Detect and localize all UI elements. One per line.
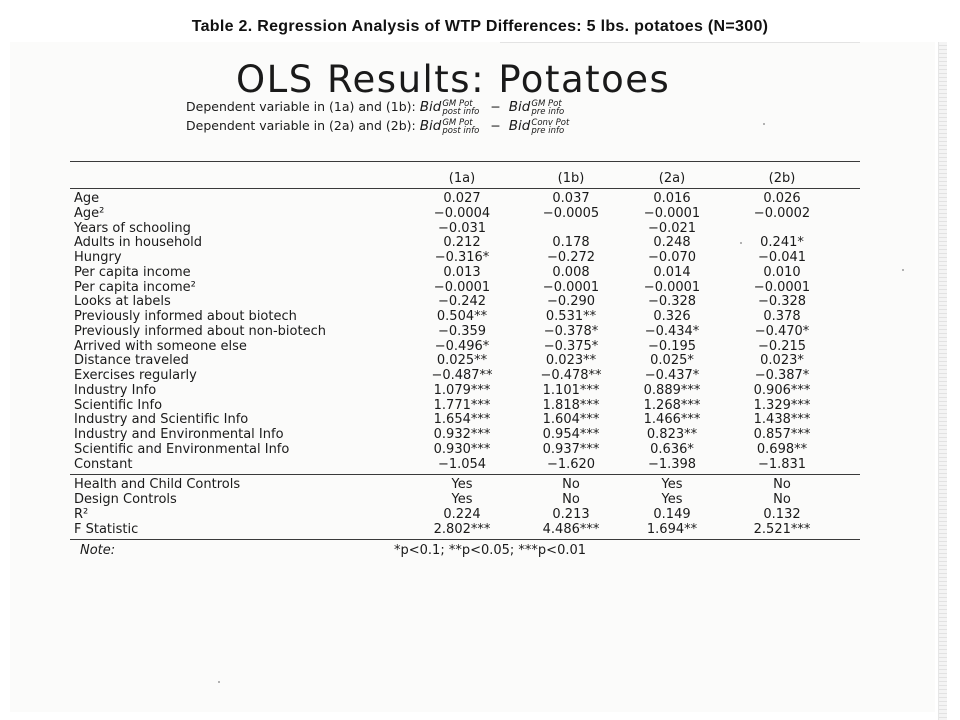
table-cell: 1.101***	[542, 382, 600, 398]
table-row	[0, 492, 960, 507]
table-row	[0, 324, 960, 339]
table-cell: −0.0001	[433, 279, 491, 295]
table-cell: 4.486***	[542, 522, 600, 537]
table-cell: No	[562, 492, 580, 507]
table-cell: 0.023**	[545, 353, 597, 369]
table-row	[0, 457, 960, 472]
dep-prefix: Dependent variable in (1a) and (1b):	[186, 99, 416, 114]
row-label: Industry and Environmental Info	[74, 427, 284, 442]
table-cell: 0.636*	[650, 441, 694, 457]
column-header-2a: (2a)	[658, 171, 686, 186]
bid-superscript: Conv Pot	[531, 117, 570, 128]
table-cell: 0.010	[763, 264, 801, 280]
table-cell: Yes	[661, 492, 683, 507]
row-label: Per capita income	[74, 264, 191, 280]
row-label: Industry Info	[74, 382, 157, 398]
table-row	[0, 206, 960, 221]
table-row	[0, 427, 960, 442]
scan-speck	[218, 681, 220, 683]
scan-speck	[763, 123, 765, 125]
table-cell: 0.224	[443, 507, 481, 522]
dependent-variable-line-2	[186, 118, 572, 135]
row-label: Years of schooling	[74, 220, 191, 236]
table-cell: −0.0001	[643, 279, 701, 295]
table-row	[0, 368, 960, 383]
table-cell: −0.328	[647, 294, 697, 310]
bid-subscript: pre info	[531, 125, 565, 136]
bid-term: Bid	[419, 118, 442, 134]
table-cell: 1.438***	[753, 412, 811, 428]
row-label: R²	[74, 507, 89, 522]
row-label: Previously informed about non-biotech	[74, 323, 326, 339]
table-cell: 0.889***	[643, 382, 701, 398]
table-cell: 0.025*	[650, 353, 694, 369]
table-row	[0, 309, 960, 324]
row-label: Industry and Scientific Info	[74, 412, 249, 428]
table-cell: 0.213	[552, 507, 590, 522]
header-rule	[70, 188, 860, 189]
table-cell: Yes	[451, 477, 473, 492]
table-cell: −0.478**	[540, 368, 602, 383]
row-label: Exercises regularly	[74, 368, 197, 383]
table-cell: −1.398	[647, 456, 697, 472]
table-cell: No	[773, 477, 791, 492]
table-cell: 0.149	[653, 507, 691, 522]
table-cell: −0.387*	[754, 368, 810, 383]
table-cell: −0.316*	[434, 250, 490, 265]
table-cell: 1.694**	[646, 522, 698, 537]
table-cell: 1.079***	[433, 382, 491, 398]
bid-subscript: post info	[442, 125, 480, 136]
table-cell: 0.937***	[542, 441, 600, 457]
table-cell: 1.818***	[542, 397, 600, 413]
table-row	[0, 398, 960, 413]
table-cell: 2.521***	[753, 522, 811, 537]
dependent-variable-line-1	[186, 99, 567, 116]
table-row	[0, 522, 960, 537]
table-cell: No	[773, 492, 791, 507]
table-cell: Yes	[451, 492, 473, 507]
bid-index	[531, 100, 564, 116]
bid-superscript: GM Pot	[442, 117, 473, 128]
row-label: Health and Child Controls	[74, 477, 241, 492]
table-cell: 0.954***	[542, 427, 600, 442]
table-cell: 0.016	[653, 191, 691, 206]
table-cell: −0.487**	[431, 368, 493, 383]
row-label: Scientific and Environmental Info	[74, 441, 290, 457]
document-title: OLS Results: Potatoes	[236, 58, 671, 101]
table-row	[0, 235, 960, 250]
row-label: Design Controls	[74, 492, 177, 507]
table-cell: 0.027	[443, 191, 481, 206]
table-cell: −0.470*	[754, 323, 810, 339]
table-cell: 0.212	[443, 235, 481, 251]
table-cell: 0.531**	[545, 309, 597, 324]
table-cell: 1.654***	[433, 412, 491, 428]
row-label: Arrived with someone else	[74, 338, 247, 354]
table-cell: 0.248	[653, 235, 691, 251]
table-cell: −0.328	[757, 294, 807, 310]
column-header-1a: (1a)	[448, 171, 476, 186]
table-cell: −0.0002	[753, 205, 811, 221]
row-label: Per capita income²	[74, 279, 196, 295]
table-cell: −0.195	[647, 338, 697, 354]
column-header-2b: (2b)	[768, 171, 796, 186]
table-cell: −0.359	[437, 323, 487, 339]
table-cell: 0.823**	[646, 427, 698, 442]
table-top-rule	[70, 161, 860, 162]
table-row	[0, 294, 960, 309]
significance-legend: *p<0.1; **p<0.05; ***p<0.01	[394, 543, 587, 558]
table-row	[0, 250, 960, 265]
row-label: Distance traveled	[74, 353, 189, 369]
table-cell: 0.026	[763, 191, 801, 206]
row-label: Hungry	[74, 250, 122, 265]
table-cell: −0.378*	[543, 323, 599, 339]
table-cell: 1.466***	[643, 412, 701, 428]
row-label: Adults in household	[74, 235, 203, 251]
table-cell: 0.326	[653, 309, 691, 324]
table-cell: −0.215	[757, 338, 807, 354]
bid-superscript: GM Pot	[531, 98, 562, 109]
scan-speck	[740, 242, 742, 244]
table-cell: −0.242	[437, 294, 487, 310]
table-cell: 0.023*	[760, 353, 804, 369]
column-header-row	[0, 171, 960, 186]
table-cell: −0.290	[546, 294, 596, 310]
table-cell: −0.0001	[643, 205, 701, 221]
table-cell: −0.021	[647, 220, 697, 236]
table-bottom-rule	[70, 539, 860, 540]
note-label: Note:	[80, 543, 116, 558]
bid-superscript: GM Pot	[442, 98, 473, 109]
table-row	[0, 442, 960, 457]
row-label: Scientific Info	[74, 397, 163, 413]
table-row	[0, 265, 960, 280]
bid-index	[531, 119, 569, 135]
bid-index	[442, 100, 479, 116]
table-cell: 0.013	[443, 264, 481, 280]
table-cell: −0.0001	[753, 279, 811, 295]
table-row	[0, 477, 960, 492]
table-row	[0, 383, 960, 398]
table-row	[0, 221, 960, 236]
table-cell: −0.272	[546, 250, 596, 265]
table-row	[0, 507, 960, 522]
bid-term: Bid	[508, 118, 531, 134]
table-cell: −0.0001	[542, 279, 600, 295]
table-cell: 0.378	[763, 309, 801, 324]
bid-subscript: pre info	[531, 106, 565, 117]
table-cell: 0.857***	[753, 427, 811, 442]
row-label: Age	[74, 191, 100, 206]
row-label: Previously informed about biotech	[74, 309, 297, 324]
table-cell: −0.375*	[543, 338, 599, 354]
table-cell: 1.268***	[643, 397, 701, 413]
table-cell: No	[562, 477, 580, 492]
table-cell: 0.178	[552, 235, 590, 251]
table-cell: −1.620	[546, 456, 596, 472]
table-cell: −0.434*	[644, 323, 700, 339]
table-cell: 0.008	[552, 264, 590, 280]
table-cell: −1.054	[437, 456, 487, 472]
table-cell: −0.031	[437, 220, 487, 236]
table-cell: −0.041	[757, 250, 807, 265]
scan-speck	[902, 269, 904, 271]
minus-sign: −	[490, 99, 501, 114]
table-row	[0, 412, 960, 427]
row-label: F Statistic	[74, 522, 139, 537]
table-cell: 0.930***	[433, 441, 491, 457]
table-cell: 0.698**	[756, 441, 808, 457]
row-label: Age²	[74, 205, 105, 221]
slide-title: Table 2. Regression Analysis of WTP Differences: 5 lbs. potatoes (N=300)	[191, 18, 769, 35]
table-row	[0, 353, 960, 368]
table-cell: 0.025**	[436, 353, 488, 369]
table-cell: 2.802***	[433, 522, 491, 537]
controls-rule	[70, 474, 860, 475]
bid-subscript: post info	[442, 106, 480, 117]
table-cell: −0.070	[647, 250, 697, 265]
dep-prefix: Dependent variable in (2a) and (2b):	[186, 118, 416, 133]
table-row	[0, 280, 960, 295]
table-cell: 1.771***	[433, 397, 491, 413]
table-cell: 1.604***	[542, 412, 600, 428]
table-cell: 1.329***	[753, 397, 811, 413]
bid-index	[442, 119, 479, 135]
table-cell: 0.932***	[433, 427, 491, 442]
row-label: Constant	[74, 456, 133, 472]
table-cell: 0.132	[763, 507, 801, 522]
column-header-1b: (1b)	[557, 171, 585, 186]
table-cell: −0.0005	[542, 205, 600, 221]
table-cell: 0.906***	[753, 382, 811, 398]
bid-term: Bid	[508, 99, 531, 115]
table-cell: Yes	[661, 477, 683, 492]
table-cell: −0.0004	[433, 205, 491, 221]
table-cell: 0.037	[552, 191, 590, 206]
row-label: Looks at labels	[74, 294, 171, 310]
minus-sign: −	[490, 118, 501, 133]
table-row	[0, 191, 960, 206]
table-cell: 0.504**	[436, 309, 488, 324]
table-cell: −0.496*	[434, 338, 490, 354]
table-cell: 0.014	[653, 264, 691, 280]
bid-term: Bid	[419, 99, 442, 115]
table-row	[0, 339, 960, 354]
table-cell: 0.241*	[760, 235, 804, 251]
table-cell: −1.831	[757, 456, 807, 472]
table-cell: −0.437*	[644, 368, 700, 383]
